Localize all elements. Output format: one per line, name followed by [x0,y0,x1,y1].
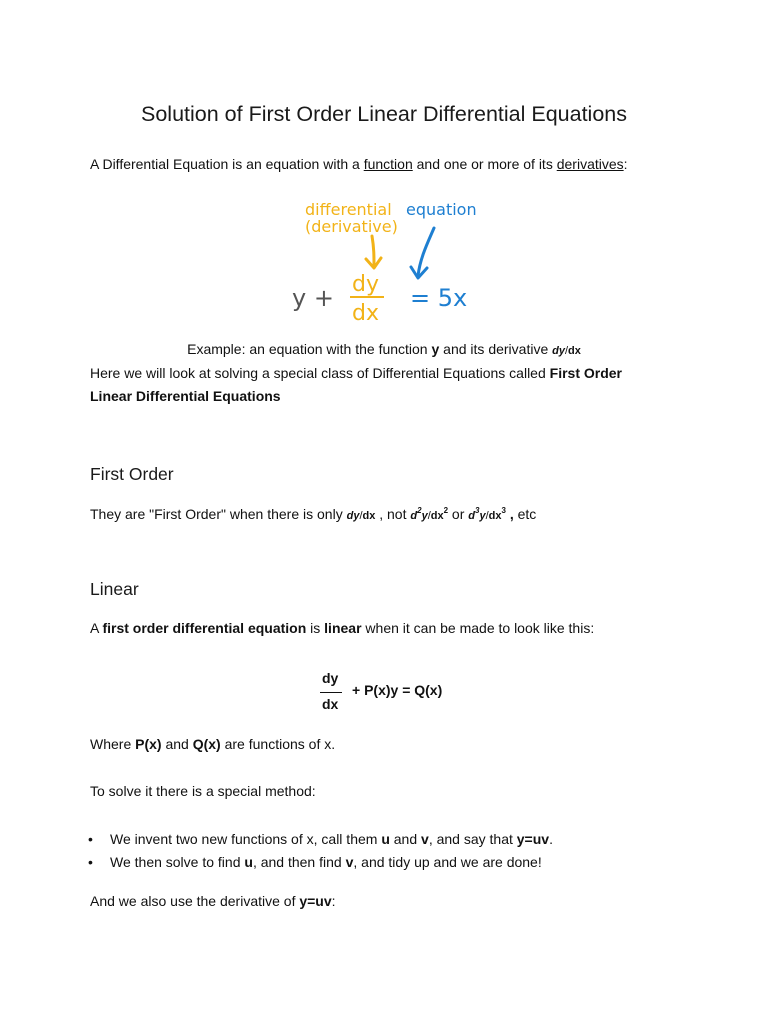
formula-fraction-bar [320,692,342,693]
diagram-caption: Example: an equation with the function y and its derivative dy/dx [187,341,581,357]
formula-denominator: dx [322,696,339,712]
linear-paragraph: A first order differential equation is linear when it can be made to look like this: [90,620,595,636]
formula-rest: + P(x)y = Q(x) [352,682,443,698]
special-class-paragraph: Here we will look at solving a special class of Differential Equations called First Order Linear Differential Equations [90,365,622,404]
where-paragraph: Where P(x) and Q(x) are functions of x. [90,736,336,752]
yellow-arrow-icon [372,236,374,266]
equation-denominator: dx [352,301,379,325]
label-differential: differential [305,200,392,219]
example-equation-diagram [278,190,498,325]
equation-rhs: = 5x [410,284,468,312]
to-solve-paragraph: To solve it there is a special method: [90,783,316,799]
function-link[interactable]: function [363,156,413,172]
intro-paragraph: A Differential Equation is an equation with a function and one or more of its derivatives: [90,156,628,172]
linear-form-formula [318,668,478,718]
label-derivative: (derivative) [305,217,398,236]
equation-lhs: y + [292,284,334,312]
derivatives-link[interactable]: derivatives [556,156,624,172]
method-list [90,828,553,874]
label-equation: equation [406,200,477,219]
first-order-paragraph: They are "First Order" when there is only dy/dx , not $d^2y/dx^2$ or $d^3y/dx^3$ , etc [90,506,537,522]
equation-numerator: dy [352,272,379,297]
list-item: • We invent two new functions of x, call them u and v, and say that y=uv. [90,828,553,851]
formula-numerator: dy [322,670,339,686]
also-paragraph: And we also use the derivative of y=uv: [90,893,336,909]
list-item: • We then solve to find u, and then find v, and tidy up and we are done! [90,851,553,874]
page-title: Solution of First Order Linear Differential Equations [141,102,627,126]
heading-first-order: First Order [90,464,174,484]
heading-linear: Linear [90,579,139,599]
